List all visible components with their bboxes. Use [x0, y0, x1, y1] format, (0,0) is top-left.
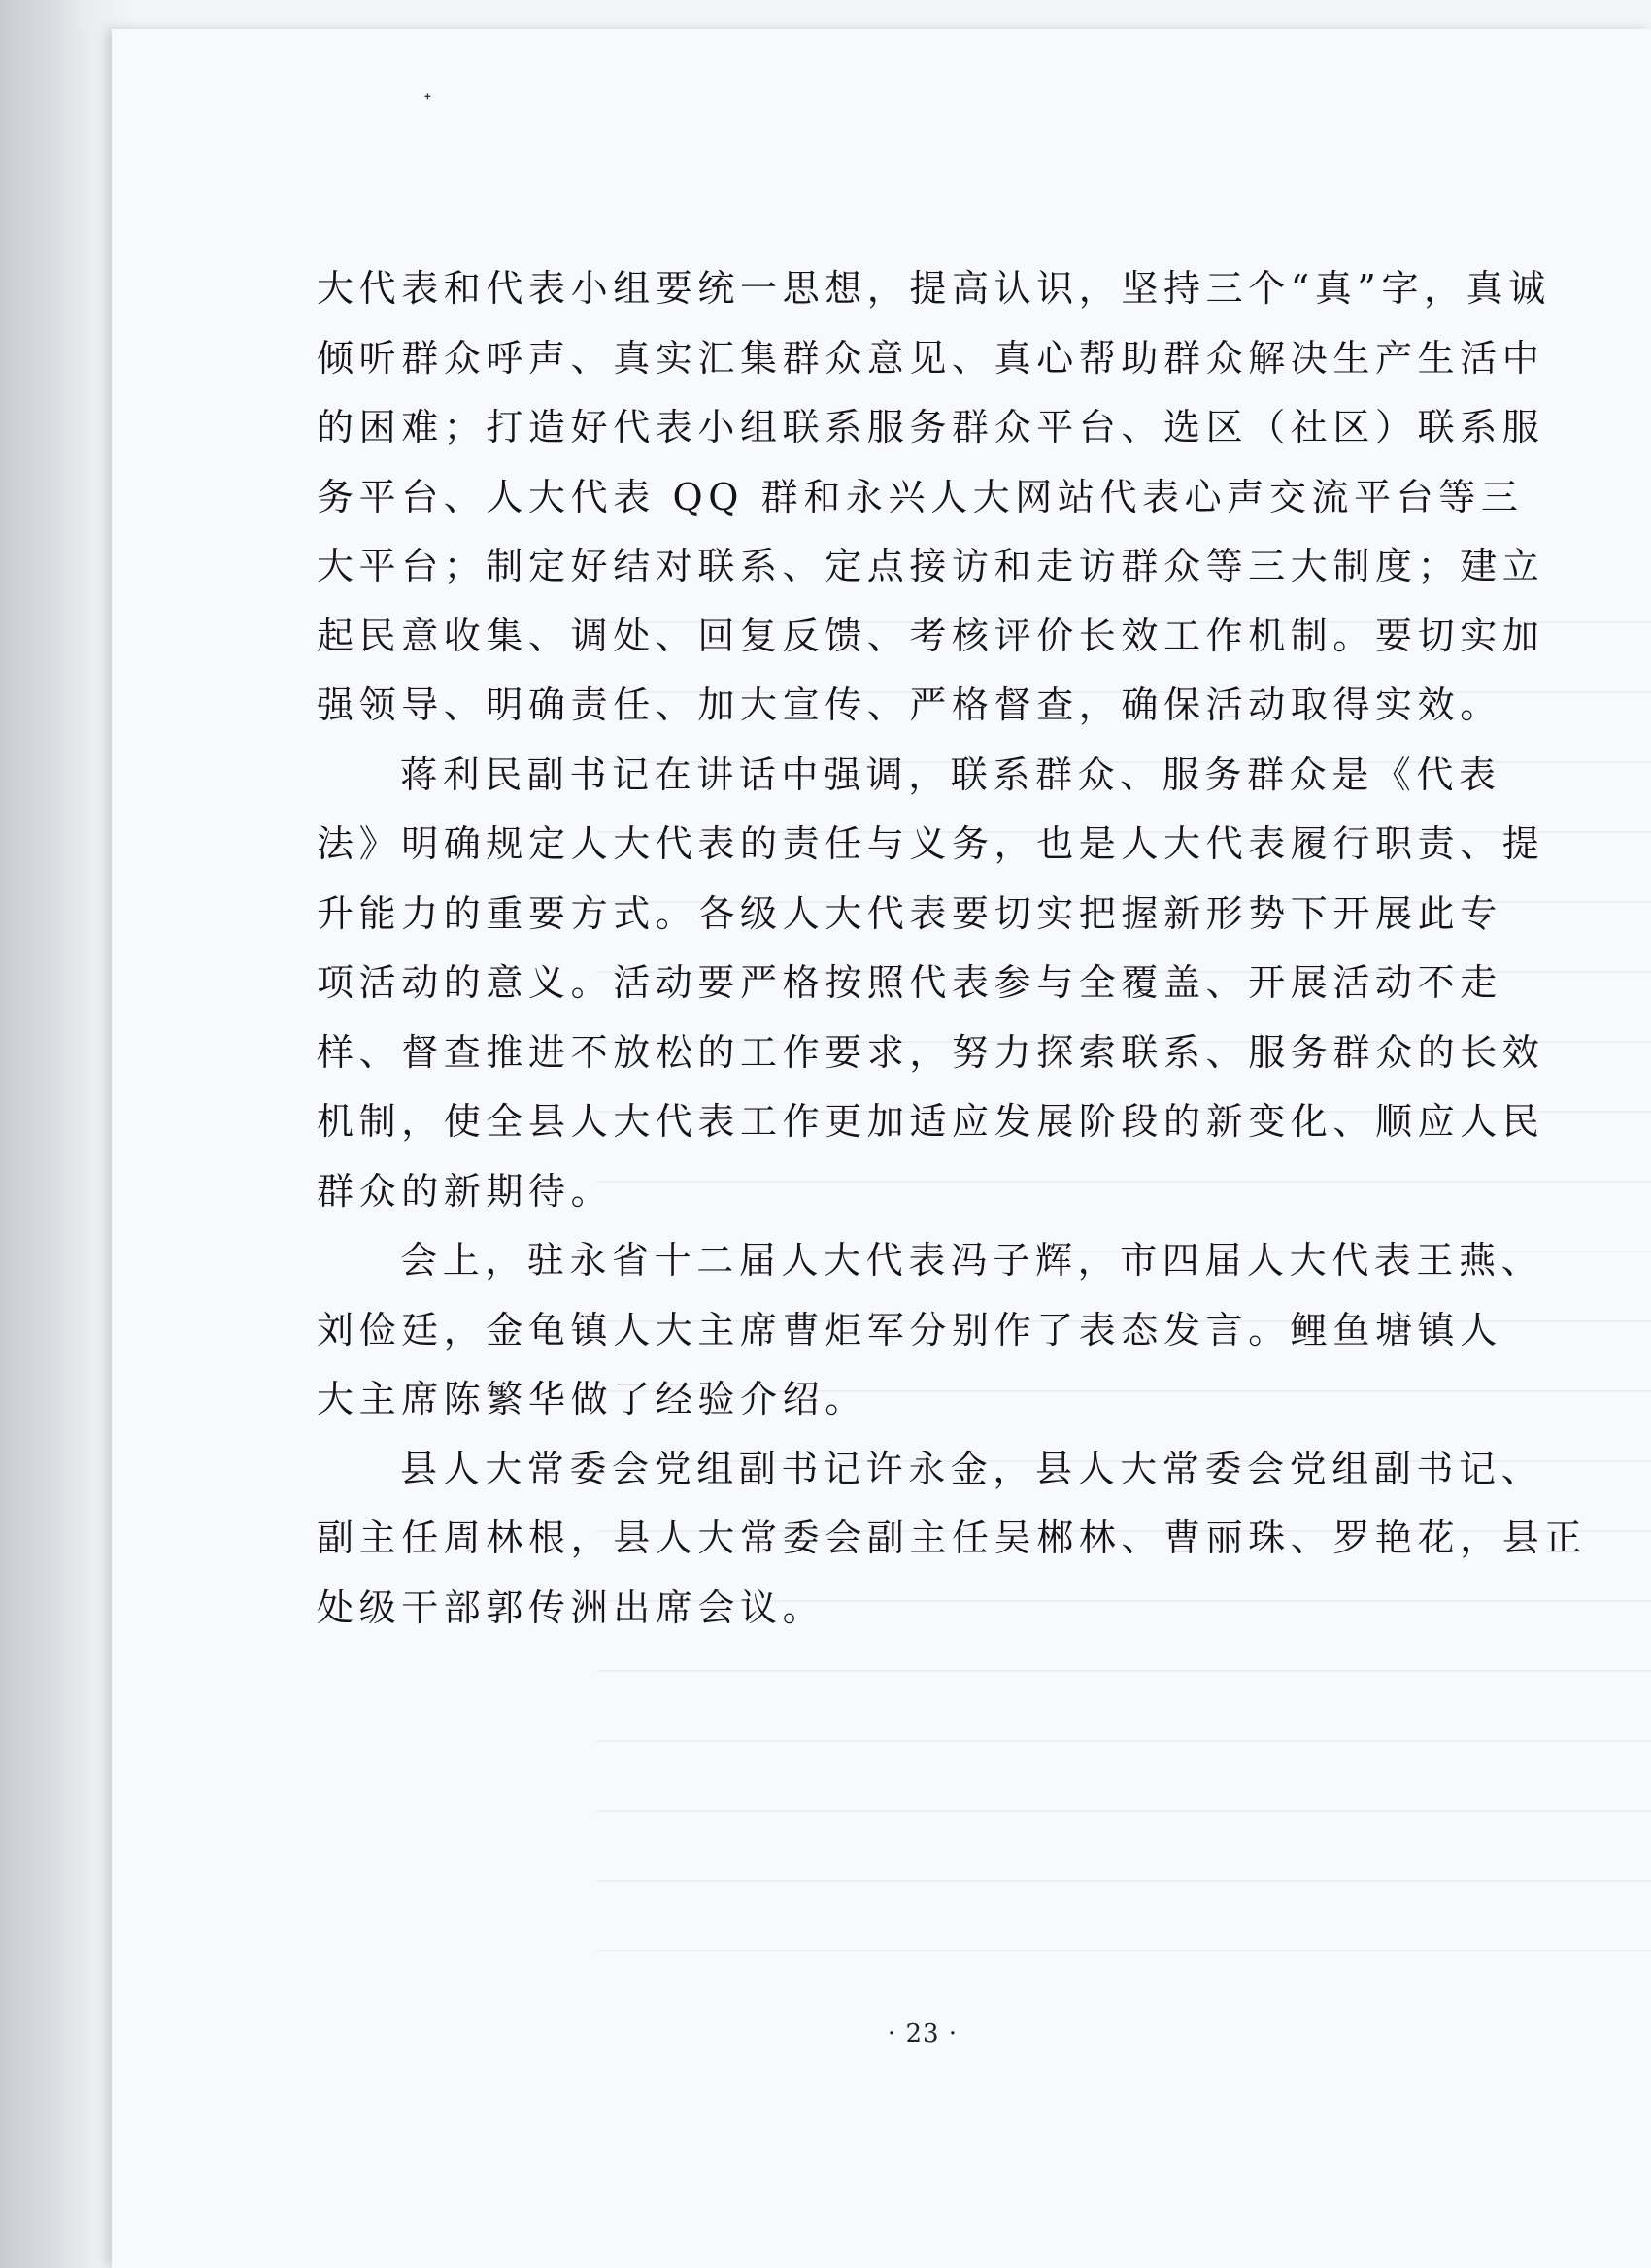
paragraph-1	[317, 254, 1551, 741]
text-line-first	[317, 1226, 1544, 1296]
text-line: 起民意收集、调处、回复反馈、考核评价长效工作机制。要切实加	[317, 614, 1545, 657]
text-line: 务平台、人大代表 QQ 群和永兴人大网站代表心声交流平台等三	[317, 475, 1524, 518]
text-line: 机制，使全县人大代表工作更加适应发展阶段的新变化、顺应人民	[317, 1100, 1545, 1143]
document-body	[317, 254, 1588, 1643]
text-line: 处级干部郭传洲出席会议。	[317, 1585, 826, 1629]
text-line: 大代表和代表小组要统一思想，提高认识，坚持三个“真”字，真诚	[317, 267, 1551, 310]
text-line: 升能力的重要方式。各级人大代表要切实把握新形势下开展此专	[317, 891, 1502, 935]
text-line: 大平台；制定好结对联系、定点接访和走访群众等三大制度；建立	[317, 545, 1545, 587]
text-line: 县人大常委会党组副书记许永金，县人大常委会党组副书记、	[400, 1447, 1544, 1490]
text-line: 项活动的意义。活动要严格按照代表参与全覆盖、开展活动不走	[317, 961, 1502, 1004]
text-line-first	[317, 1435, 1544, 1505]
text-line: 强领导、明确责任、加大宣传、严格督查，确保活动取得实效。	[317, 684, 1502, 726]
ink-mark: ᐩ	[423, 89, 432, 114]
text-line: 倾听群众呼声、真实汇集群众意见、真心帮助群众解决生产生活中	[317, 336, 1545, 380]
text-line: 法》明确规定人大代表的责任与义务，也是人大代表履行职责、提	[317, 822, 1545, 865]
paragraph-3	[317, 1226, 1544, 1435]
page-edge	[76, 29, 115, 2268]
text-line: 蒋利民副书记在讲话中强调，联系群众、服务群众是《代表	[400, 752, 1501, 796]
text-line: 大主席陈繁华做了经验介绍。	[317, 1378, 867, 1420]
text-line: 样、督查推进不放松的工作要求，努力探索联系、服务群众的长效	[317, 1030, 1545, 1074]
text-line: 副主任周林根，县人大常委会副主任吴郴林、曹丽珠、罗艳花，县正	[317, 1517, 1588, 1559]
text-line: 的困难；打造好代表小组联系服务群众平台、选区（社区）联系服	[317, 406, 1545, 449]
text-line: 刘俭廷，金龟镇人大主席曹炬军分别作了表态发言。鲤鱼塘镇人	[317, 1308, 1502, 1351]
text-line: 群众的新期待。	[317, 1169, 614, 1213]
text-line: 会上，驻永省十二届人大代表冯子辉，市四届人大代表王燕、	[400, 1239, 1544, 1282]
text-line-first	[317, 741, 1531, 811]
paragraph-4	[317, 1435, 1588, 1644]
paragraph-2	[317, 741, 1545, 1227]
page-number: · 23 ·	[887, 2019, 959, 2049]
